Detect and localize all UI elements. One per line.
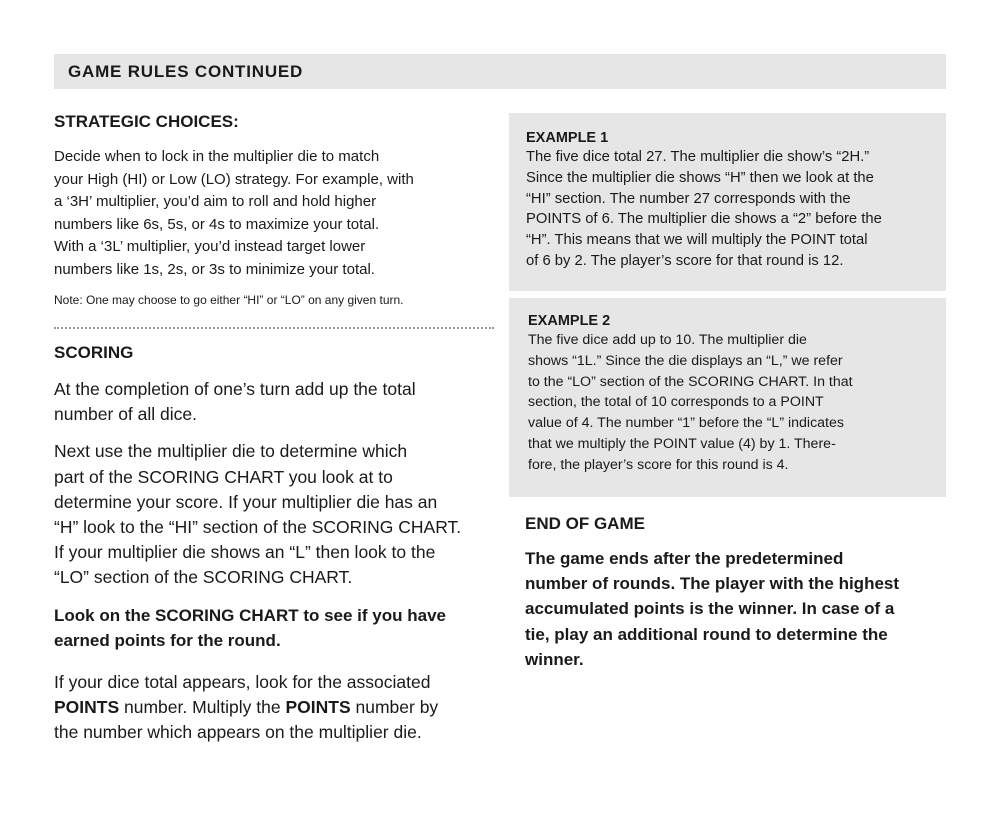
end-of-game-section — [525, 514, 945, 672]
end-of-game-heading: END OF GAME — [525, 514, 645, 533]
example-2-title: EXAMPLE 2 — [528, 313, 611, 329]
page-title: GAME RULES CONTINUED — [68, 62, 304, 81]
scoring-chart-instruction: Look on the SCORING CHART to see if you have earned points for the round. — [54, 605, 446, 651]
end-of-game-text: The game ends after the predetermined number of rounds. The player with the highest accumulated points is the winner. In case of a tie, play an additional round to determine the winner. — [525, 549, 900, 669]
section-header-bar — [54, 54, 946, 89]
scoring-paragraph-multiplier: Next use the multiplier die to determine which part of the SCORING CHART you look at to determine your score. If your multiplier die has an “H” look to the “HI” section of the SCORING CHART. If your multiplier die shows an “L” then look to the “LO” section of the SCORING CHART. — [54, 441, 462, 588]
left-column — [54, 112, 494, 745]
example-2-box — [509, 298, 946, 497]
example-2-text: The five dice add up to 10. The multiplier die shows “1L.” Since the die displays an “L,” we refer to the “LO” section of the SCORING CHART. In that section, the total of 10 corresponds to a POINT value of 4. The number “1” before the “L” indicates that we multiply the POINT value (4) by 1. There- fore, the player’s score for this round is 4. — [528, 332, 853, 473]
scoring-paragraph-total: At the completion of one’s turn add up the total number of all dice. — [54, 379, 416, 425]
scoring-points-instruction: If your dice total appears, look for the associated POINTS number. Multiply the POINTS number by the number which appears on the multiplier die. — [54, 671, 439, 743]
dotted-divider — [54, 327, 494, 329]
strategic-choices-heading: STRATEGIC CHOICES: — [54, 112, 239, 131]
scoring-heading: SCORING — [54, 343, 134, 362]
example-1-title: EXAMPLE 1 — [526, 130, 609, 146]
strategic-choices-text: Decide when to lock in the multiplier die to match your High (HI) or Low (LO) strategy. For example, with a ‘3H’ multiplier, you’d aim to roll and hold higher numbers like 6s, 5s, or 4s to maximize your total. With a ‘3L’ multiplier, you’d instead target lower numbers like 1s, 2s, or 3s to minimize your total. — [54, 148, 414, 278]
strategy-note: Note: One may choose to go either “HI” or “LO” on any given turn. — [54, 293, 404, 307]
example-1-box — [509, 113, 946, 291]
example-1-text: The five dice total 27. The multiplier die show’s “2H.” Since the multiplier die shows “H” then we look at the “HI” section. The number 27 corresponds with the POINTS of 6. The multiplier die shows a “2” before the “H”. This means that we will multiply the POINT total of 6 by 2. The player’s score for that round is 12. — [526, 149, 882, 269]
